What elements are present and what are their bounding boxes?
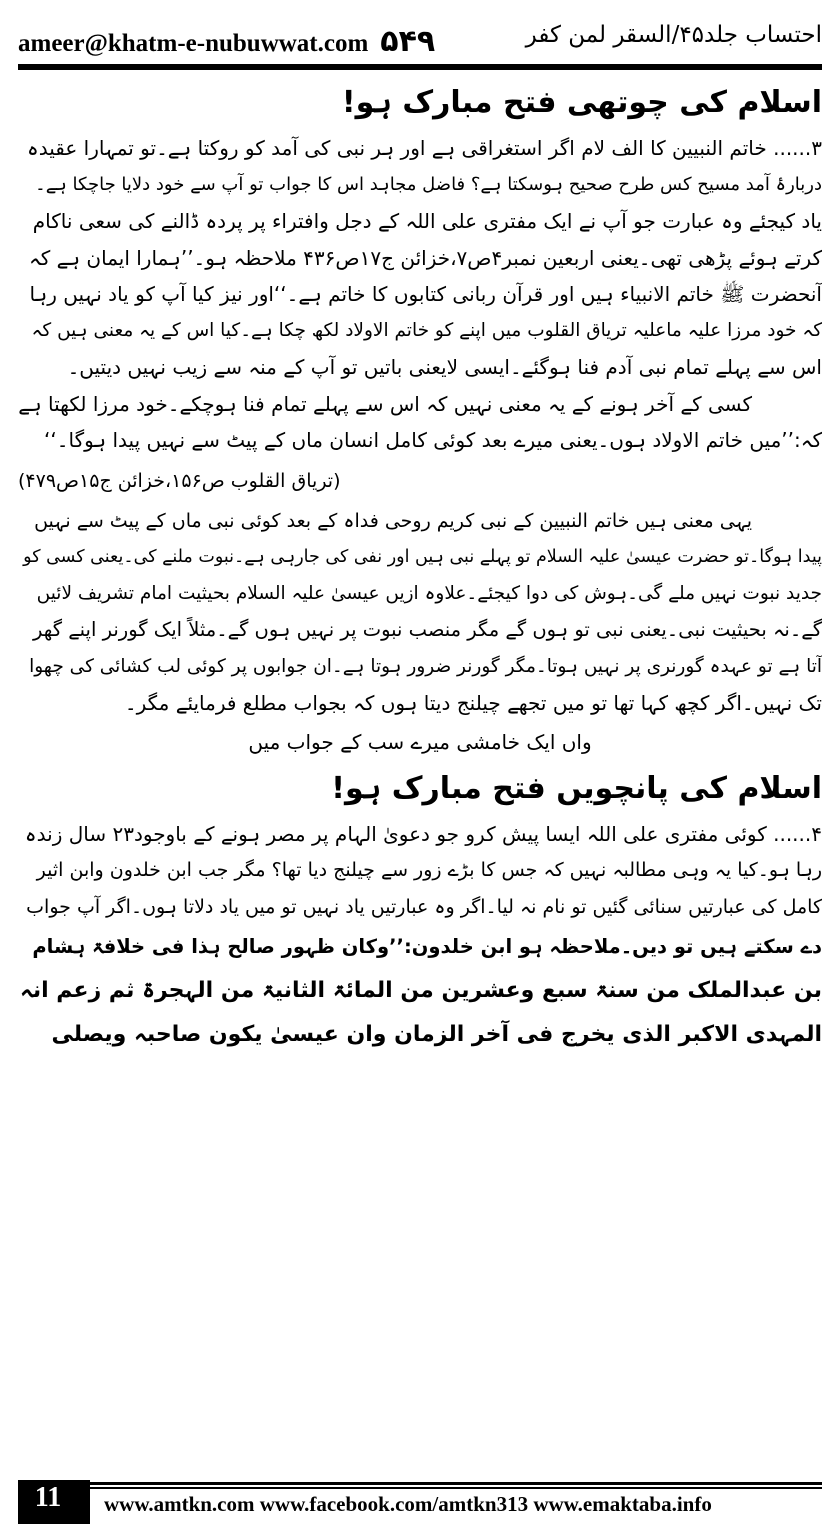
text-line: کسی کے آخر ہونے کے یہ معنی نہیں کہ اس سے پہلے تمام فنا ہوچکے۔خود مرزا لکھتا ہے [18, 391, 752, 416]
footer-sheet-number: 11 [34, 1482, 62, 1513]
text-line: یاد کیجئے وہ عبارت جو آپ نے ایک مفتری علی اللہ کے دجل وافتراء پر پردہ ڈالنے کی سعی ناکام [32, 209, 822, 233]
poetry-couplet: واں ایک خامشی میرے سب کے جواب میں [248, 729, 592, 754]
text-line: گے۔نہ بحیثیت نبی۔یعنی نبی تو ہوں گے مگر منصب نبوت پر نہیں ہوں گے۔مثلاً ایک گورنر اپنے گھر [33, 618, 822, 641]
page-footer [18, 1478, 822, 1528]
text-line: آتا ہے تو عہدہ گورنری پر نہیں ہوتا۔مگر گورنر ضرور ہوتا ہے۔ان جوابوں پر کوئی لب کشائی کی چھوا [29, 655, 822, 677]
text-line: یہی معنی ہیں خاتم النبیین کے نبی کریم روحی فداہ کے بعد کوئی نبی ماں کے پیٹ سے نہیں [34, 509, 752, 532]
text-line: رہا ہو۔کیا یہ وہی مطالبہ نہیں کہ جس کا بڑے زور سے چیلنج دیا تھا؟ مگر جب ابن خلدون وابن اثیر [36, 859, 822, 881]
text-line: جدید نبوت نہیں ملے گی۔ہوش کی دوا کیجئے۔علاوہ ازیں عیسیٰ علیہ السلام بحیثیت امام تشریف لائیں [36, 582, 822, 604]
header-rule [18, 64, 822, 70]
text-line: آنحضرت ﷺ خاتم الانبیاء ہیں اور قرآن ربانی کتابوں کا خاتم ہے۔‘‘اور نیز کیا آپ کو یاد نہیں رہا [29, 282, 822, 306]
text-line: پیدا ہوگا۔تو حضرت عیسیٰ علیہ السلام تو پہلے نبی ہیں اور نفی کی جارہی ہے۔نبوت ملنے کی۔یعنی کسی کو [23, 547, 822, 567]
text-line: دربارۂ آمد مسیح کس طرح صحیح ہوسکتا ہے؟ فاضل مجاہد اس کا جواب تو آپ سے خود دلایا جاچکا ہے۔ [35, 173, 822, 195]
page-header [18, 18, 822, 62]
text-line: تک نہیں۔اگر کچھ کہا تھا تو میں تجھے چیلنج دیتا ہوں کہ بجواب مطلع فرمایئے مگر۔ [124, 691, 822, 715]
footer-links: www.amtkn.com www.facebook.com/amtkn313 www.emaktaba.info [104, 1492, 712, 1516]
text-line: کہ خود مرزا علیہ ماعلیہ تریاق القلوب میں اپنے کو خاتم الاولاد لکھ چکا ہے۔کیا اس کے یہ معنی ہیں کہ [31, 319, 822, 341]
text-line: ۴...... کوئی مفتری علی اللہ ایسا پیش کرو جو دعویٰ الہام پر مصر ہونے کے باوجود۲۳ سال زندہ [24, 821, 822, 846]
heading-fourth-victory: اسلام کی چوتھی فتح مبارک ہو! [341, 85, 822, 120]
arabic-quote-line: بن عبدالملک من سنۃ سبع وعشرین من المائۃ الثانیۃ من الہجرۃ ثم زعم انہ [19, 978, 822, 1003]
text-line: اس سے پہلے تمام نبی آدم فنا ہوگئے۔ایسی لایعنی باتیں تو آپ کے منہ سے زیب نہیں دیتیں۔ [67, 355, 822, 379]
footer-rule [90, 1487, 822, 1489]
header-email: ameer@khatm-e-nubuwwat.com [18, 30, 369, 57]
page-content [18, 76, 822, 1474]
text-line: کہ:’’میں خاتم الاولاد ہوں۔یعنی میرے بعد کوئی کامل انسان ماں کے پیٹ سے نہیں پیدا ہوگا۔‘‘ [44, 428, 822, 452]
heading-fifth-victory: اسلام کی پانچویں فتح مبارک ہو! [331, 770, 822, 806]
arabic-quote-line: المہدی الاکبر الذی یخرج فی آخر الزمان وان عیسیٰ یکون صاحبہ ویصلی [51, 1022, 822, 1047]
header-page-number: ۵۴۹ [380, 24, 436, 59]
reference-citation: (تریاق القلوب ص۱۵۶،خزائن ج۱۵ص۴۷۹) [18, 469, 341, 492]
header-book-title: احتساب جلد۴۵/السقر لمن کفر [525, 22, 822, 48]
text-line: ۳...... خاتم النبیین کا الف لام اگر استغراقی ہے اور ہر نبی کی آمد کو روکتا ہے۔تو تمہارا عقیدہ [27, 136, 822, 160]
text-line: دے سکتے ہیں تو دیں۔ملاحظہ ہو ابن خلدون:’’وکان ظہور صالح ہذا فی خلافۃ ہشام [32, 935, 822, 958]
header-left [18, 24, 435, 59]
text-line: کرتے ہوئے پڑھی تھی۔یعنی اربعین نمبر۴ص۷،خزائن ج۱۷ص۴۳۶ ملاحظہ ہو۔’’ہمارا ایمان ہے کہ [29, 245, 822, 270]
text-line: کامل کی عبارتیں سنائی گئیں تو نام نہ لیا۔اگر وہ عبارتیں یاد نہیں تو میں یاد دلاتا ہوں۔اگر آپ جواب [26, 895, 822, 918]
footer-rule [90, 1482, 822, 1485]
